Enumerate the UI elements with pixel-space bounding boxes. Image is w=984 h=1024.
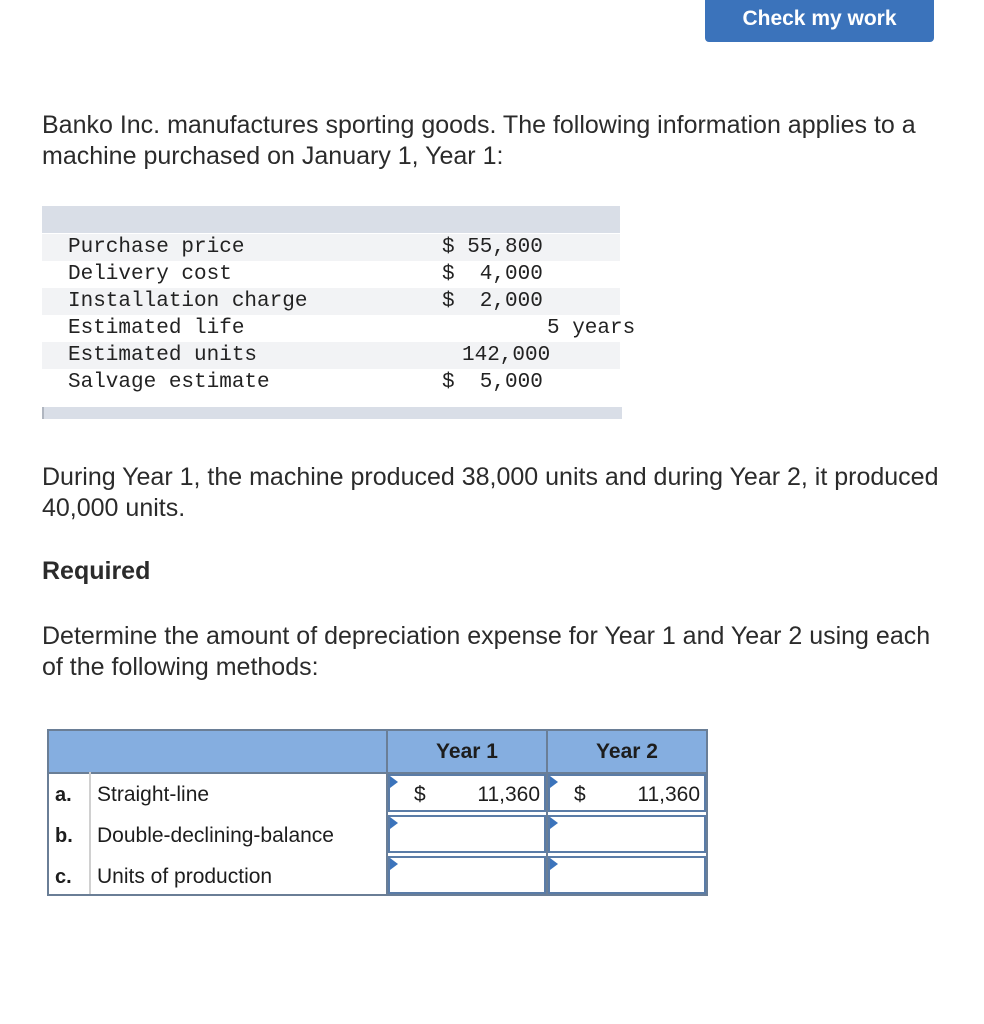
year1-input-straight-line[interactable] bbox=[388, 774, 546, 812]
currency-symbol: $ bbox=[414, 783, 426, 806]
info-value: $ 2,000 bbox=[442, 290, 543, 313]
year2-value: 11,360 bbox=[637, 783, 700, 806]
row-letter: c. bbox=[55, 866, 72, 888]
answer-table-header bbox=[49, 731, 706, 774]
method-label: Straight-line bbox=[97, 783, 210, 806]
flag-icon bbox=[390, 817, 398, 829]
info-value: 142,000 bbox=[462, 344, 551, 367]
row-letter: a. bbox=[55, 784, 72, 806]
check-my-work-button[interactable]: Check my work bbox=[705, 0, 934, 42]
year1-value: 11,360 bbox=[477, 783, 540, 806]
info-value: $ 4,000 bbox=[442, 263, 543, 286]
info-label: Estimated life bbox=[68, 317, 245, 340]
instruction-text: Determine the amount of depreciation expense for Year 1 and Year 2 using each of the following methods: bbox=[42, 622, 931, 681]
production-text: During Year 1, the machine produced 38,000 units and during Year 2, it produced 40,000 units. bbox=[42, 463, 939, 522]
year2-input-straight-line[interactable] bbox=[548, 774, 706, 812]
year1-input-units-of-production[interactable] bbox=[388, 856, 546, 894]
row-letter: b. bbox=[55, 825, 73, 847]
required-heading: Required bbox=[42, 557, 151, 585]
info-table-footer bbox=[42, 407, 622, 419]
flag-icon bbox=[550, 817, 558, 829]
info-label: Salvage estimate bbox=[68, 371, 270, 394]
year1-header: Year 1 bbox=[436, 740, 498, 763]
info-row bbox=[42, 369, 620, 396]
method-label: Units of production bbox=[97, 865, 273, 888]
currency-symbol: $ bbox=[574, 783, 586, 806]
info-row bbox=[42, 342, 620, 369]
info-row bbox=[42, 315, 636, 342]
info-label: Purchase price bbox=[68, 236, 245, 259]
flag-icon bbox=[550, 858, 558, 870]
year1-input-double-declining[interactable] bbox=[388, 815, 546, 853]
info-label: Delivery cost bbox=[68, 263, 232, 286]
year2-header: Year 2 bbox=[596, 740, 658, 763]
info-value: $ 5,000 bbox=[442, 371, 543, 394]
info-row bbox=[42, 261, 620, 288]
year2-input-double-declining[interactable] bbox=[548, 815, 706, 853]
flag-icon bbox=[390, 776, 398, 788]
info-label: Installation charge bbox=[68, 290, 308, 313]
info-row bbox=[42, 234, 620, 261]
letter-divider bbox=[89, 772, 91, 894]
flag-icon bbox=[390, 858, 398, 870]
info-label: Estimated units bbox=[68, 344, 258, 367]
info-value: 5 years bbox=[547, 317, 636, 340]
answer-table bbox=[47, 729, 708, 896]
flag-icon bbox=[550, 776, 558, 788]
info-row bbox=[42, 288, 620, 315]
info-table-header bbox=[42, 206, 620, 233]
year2-input-units-of-production[interactable] bbox=[548, 856, 706, 894]
intro-text: Banko Inc. manufactures sporting goods. The following information applies to a machine purchased on January 1, Year 1: bbox=[42, 111, 916, 170]
info-value: $ 55,800 bbox=[442, 236, 543, 259]
method-label: Double-declining-balance bbox=[97, 824, 334, 847]
